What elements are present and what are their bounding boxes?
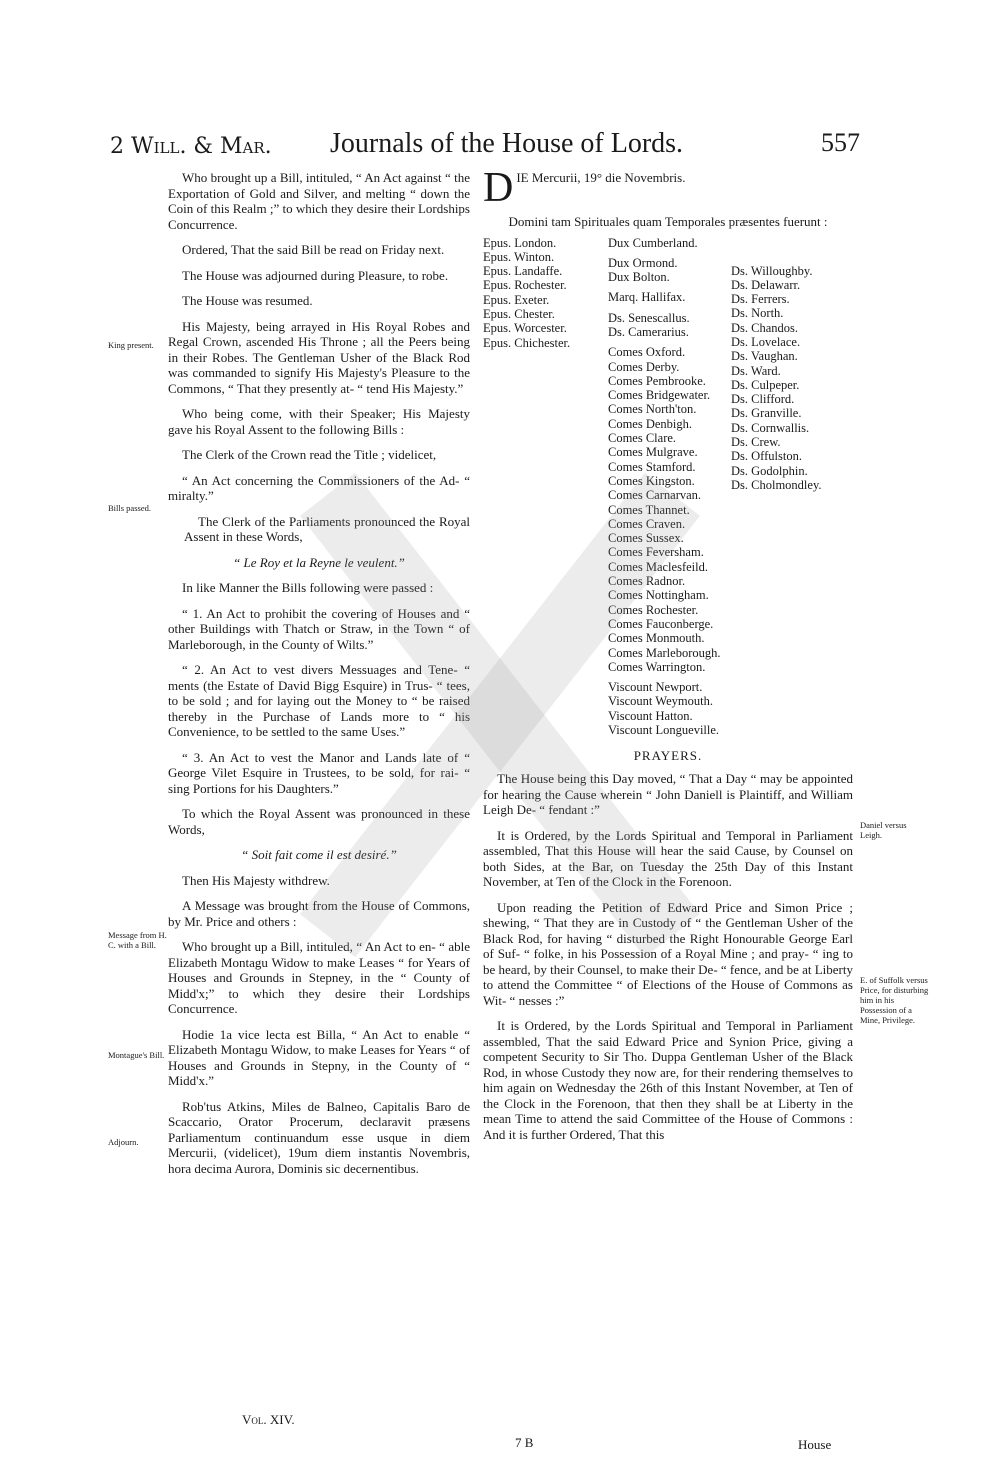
attendee-name: Epus. Winton. (483, 249, 555, 264)
attendee-name: Comes Rochester. (608, 602, 699, 617)
header-title: Journals of the House of Lords. (330, 128, 684, 159)
attendee-name: Ds. Chandos. (731, 320, 799, 335)
attendee-name: Comes North'ton. (608, 402, 697, 417)
paragraph: Upon reading the Petition of Edward Price and Simon Price ; shewing, “ That they are in Custody of “ the Gentleman Usher of the Black Rod, for having “ disturbed the Right Honourable George Earl of Suf- “ folke, in his Possession of a Royal Mine ; and pray- “ ing to be heard, by their Counsel, to make their De- “ fence, and be at Liberty to attend the Committee “ of Elections of the House of Commons as Wit- “ nesses :” (483, 899, 853, 1008)
paragraph: “ An Act concerning the Commissioners of the Ad- “ miralty.” (168, 472, 470, 503)
paragraph: The House was adjourned during Pleasure, to robe. (182, 267, 449, 283)
paragraph: Then His Majesty withdrew. (182, 872, 330, 888)
attendee-name: Ds. Offulston. (731, 449, 802, 464)
margin-note-adjourn: Adjourn. (108, 1137, 139, 1147)
margin-note-bills-passed: Bills passed. (108, 503, 151, 513)
paragraph: Rob'tus Atkins, Miles de Balneo, Capitalis Baro de Scaccario, Orator Procerum, declaravit præsens Parliamentum continuandum esse usque in diem Mercurii, (videlicet), 19um diem instantis Novembris, hora decima Aurora, Dominis sic decernentibus. (168, 1098, 470, 1176)
attendee-name: Comes Nottingham. (608, 588, 709, 603)
attendee-name: Comes Marleborough. (608, 645, 721, 660)
attendee-name: Comes Denbigh. (608, 416, 693, 431)
attendee-name: Ds. Lovelace. (731, 334, 801, 349)
paragraph: Who being come, with their Speaker; His Majesty gave his Royal Assent to the following Bills : (168, 406, 470, 437)
paragraph: “ 3. An Act to vest the Manor and Lands late of “ George Vilet Esquire in Trustees, to be sold, for rai- “ sing Portions for his Daughters.” (168, 749, 470, 796)
attendee-name: Epus. Rochester. (483, 278, 567, 293)
attendee-name: Ds. Camerarius. (608, 324, 689, 339)
drop-cap: D (483, 170, 514, 206)
attendee-name: Dux Bolton. (608, 270, 670, 285)
paragraph: In like Manner the Bills following were passed : (182, 580, 434, 595)
attendee-name: Ds. Cornwallis. (731, 420, 810, 435)
right-column (483, 170, 853, 1152)
margin-note-message: Message from H. C. with a Bill. (108, 930, 167, 950)
paragraph: His Majesty, being arrayed in His Royal Robes and Regal Crown, ascended His Throne ; all the Peers being in their Robes. The Gentleman Usher of the Black Rod was commanded to signify His Majesty's Pleasure to the Commons, “ That they presently at- “ tend His Majesty.” (168, 318, 470, 396)
attendee-name: Comes Carnarvan. (608, 488, 702, 503)
signature-mark: 7 B (515, 1435, 534, 1450)
attendee-name: Comes Stamford. (608, 459, 696, 474)
margin-note-montague: Montague's Bill. (108, 1050, 165, 1060)
attendee-name: Epus. London. (483, 235, 557, 250)
attendee-name: Dux Ormond. (608, 255, 678, 270)
attendee-name: Comes Clare. (608, 431, 677, 446)
catchword: House (798, 1437, 832, 1452)
paragraph: To which the Royal Assent was pronounced in these Words, (168, 806, 470, 837)
paragraph: The Clerk of the Crown read the Title ; videlicet, (182, 447, 437, 462)
attendee-name: Viscount Hatton. (608, 708, 693, 723)
header-regnal-year: 2 Will. & Mar. (110, 134, 272, 159)
attendee-name: Comes Radnor. (608, 574, 686, 589)
paragraph: Hodie 1a vice lecta est Billa, “ An Act to enable “ Elizabeth Montagu Widow, to make Leases for Years “ of Houses and Grounds in Stepny, in the County of “ Midd'x.” (168, 1026, 470, 1088)
volume-label: Vol. XIV. (242, 1412, 295, 1427)
attendee-name: Ds. Godolphin. (731, 463, 808, 478)
bishops-list (483, 236, 603, 350)
barons-list (731, 264, 851, 493)
attendee-name: Ds. North. (731, 306, 784, 321)
attendee-name: Viscount Weymouth. (608, 694, 713, 709)
attendance-list (483, 236, 853, 736)
temporal-lords-list (608, 236, 733, 738)
attendee-name: Comes Fauconberge. (608, 616, 714, 631)
paragraph: The House was resumed. (182, 293, 313, 308)
margin-note-daniel-leigh: Daniel versus Leigh. (860, 820, 907, 840)
attendee-name: Ds. Crew. (731, 435, 781, 450)
paragraph: “ Le Roy et la Reyne le veulent.” (233, 554, 405, 570)
attendee-name: Ds. Vaughan. (731, 349, 798, 364)
attendee-name: Ds. Ferrers. (731, 292, 790, 307)
attendee-name: Epus. Landaffe. (483, 264, 563, 279)
attendee-name: Epus. Chichester. (483, 335, 571, 350)
paragraph: “ Soit fait come il est desiré.” (241, 847, 397, 862)
attendee-name: Comes Sussex. (608, 531, 684, 546)
paragraph: It is Ordered, by the Lords Spiritual and Temporal in Parliament assembled, That this House will hear the said Cause, by Counsel on both Sides, at the Bar, on Tuesday the 25th Day of this Instant November, at Ten of the Clock in the Forenoon. (483, 827, 853, 889)
margin-note-suffolk-price: E. of Suffolk versus Price, for disturbing him in his Possession of a Mine, Privilege. (860, 975, 929, 1025)
paragraph: Who brought up a Bill, intituled, “ An Act to en- “ able Elizabeth Montagu Widow to make Leases “ for Years of Houses and Grounds in Stepney, in the “ County of Midd'x;” to which they desire their Lordships Concurrence. (168, 939, 470, 1016)
attendee-name: Viscount Longueville. (608, 723, 720, 737)
page-number: 557 (821, 128, 860, 157)
attendee-name: Comes Craven. (608, 516, 686, 531)
left-column (168, 170, 470, 1186)
paragraph: Who brought up a Bill, intituled, “ An Act against “ the Exportation of Gold and Silver, and melting “ down the Coin of this Realm ;” to which they desire their Lordships Concurrence. (168, 170, 470, 232)
attendee-name: Epus. Exeter. (483, 292, 550, 307)
running-header (110, 128, 860, 168)
margin-note-king-present: King present. (108, 340, 154, 350)
paragraph: The Clerk of the Parliaments pronounced the Royal Assent in these Words, (184, 513, 470, 544)
attendee-name: Comes Bridgewater. (608, 388, 711, 403)
attendee-name: Comes Maclesfeild. (608, 559, 708, 574)
attendee-name: Comes Kingston. (608, 473, 695, 488)
attendee-name: Dux Cumberland. (608, 235, 698, 250)
attendee-name: Ds. Cholmondley. (731, 477, 822, 492)
attendee-name: Ds. Willoughby. (731, 263, 813, 278)
attendee-name: Comes Feversham. (608, 545, 704, 560)
attendee-name: Epus. Worcester. (483, 321, 567, 336)
attendee-name: Comes Thannet. (608, 502, 690, 517)
attendee-name: Comes Mulgrave. (608, 445, 698, 460)
attendee-name: Comes Pembrooke. (608, 373, 706, 388)
date-line: IE Mercurii, 19° die Novembris. (516, 170, 686, 185)
attendance-heading: Domini tam Spirituales quam Temporales præsentes fuerunt : (508, 214, 828, 229)
attendee-name: Ds. Granville. (731, 406, 802, 421)
attendee-name: Comes Monmouth. (608, 631, 705, 646)
attendee-name: Comes Warrington. (608, 659, 706, 674)
paragraph: “ 2. An Act to vest divers Messuages and Tene- “ ments (the Estate of David Bigg Esquire) in Trus- “ tees, to be sold ; and for laying out the Money to “ be raised thereby in the Purchase of Lands more to “ his Convenience, to be settled to the same Uses.” (168, 662, 470, 739)
attendee-name: Marq. Hallifax. (608, 290, 686, 305)
sitting-date (483, 170, 853, 206)
paragraph: The House being this Day moved, “ That a Day “ may be appointed for hearing the Cause wherein “ John Daniell is Plaintiff, and William Leigh De- “ fendant :” (483, 771, 853, 817)
attendee-name: Ds. Clifford. (731, 392, 795, 407)
attendee-name: Epus. Chester. (483, 306, 555, 321)
attendee-name: Ds. Senescallus. (608, 310, 690, 325)
paragraph: It is Ordered, by the Lords Spiritual and Temporal in Parliament assembled, That the said Edward Price and Synion Price, giving a competent Security to Sir Tho. Duppa Gentleman Usher of the Black Rod, in whose Custody they now are, for their rendering themselves to him again on Wednesday the 26th of this Instant November, at Ten of the Clock in the Forenoon, that then they shall be at Liberty in the mean Time to attend the said Committee of the House of Commons : And it is further Ordered, That this (483, 1018, 853, 1142)
attendee-name: Ds. Culpeper. (731, 377, 800, 392)
attendee-name: Ds. Ward. (731, 363, 781, 378)
paragraph: A Message was brought from the House of Commons, by Mr. Price and others : (168, 898, 470, 929)
paragraph: “ 1. An Act to prohibit the covering of Houses and “ other Buildings with Thatch or Straw, in the Town “ of Marleborough, in the County of Wilts.” (168, 605, 470, 652)
prayers-heading: PRAYERS. (633, 747, 703, 763)
attendee-name: Ds. Delawarr. (731, 277, 801, 292)
attendee-name: Comes Derby. (608, 359, 680, 374)
attendee-name: Comes Oxford. (608, 345, 686, 360)
paragraph: Ordered, That the said Bill be read on Friday next. (182, 242, 445, 257)
attendee-name: Viscount Newport. (608, 680, 703, 695)
